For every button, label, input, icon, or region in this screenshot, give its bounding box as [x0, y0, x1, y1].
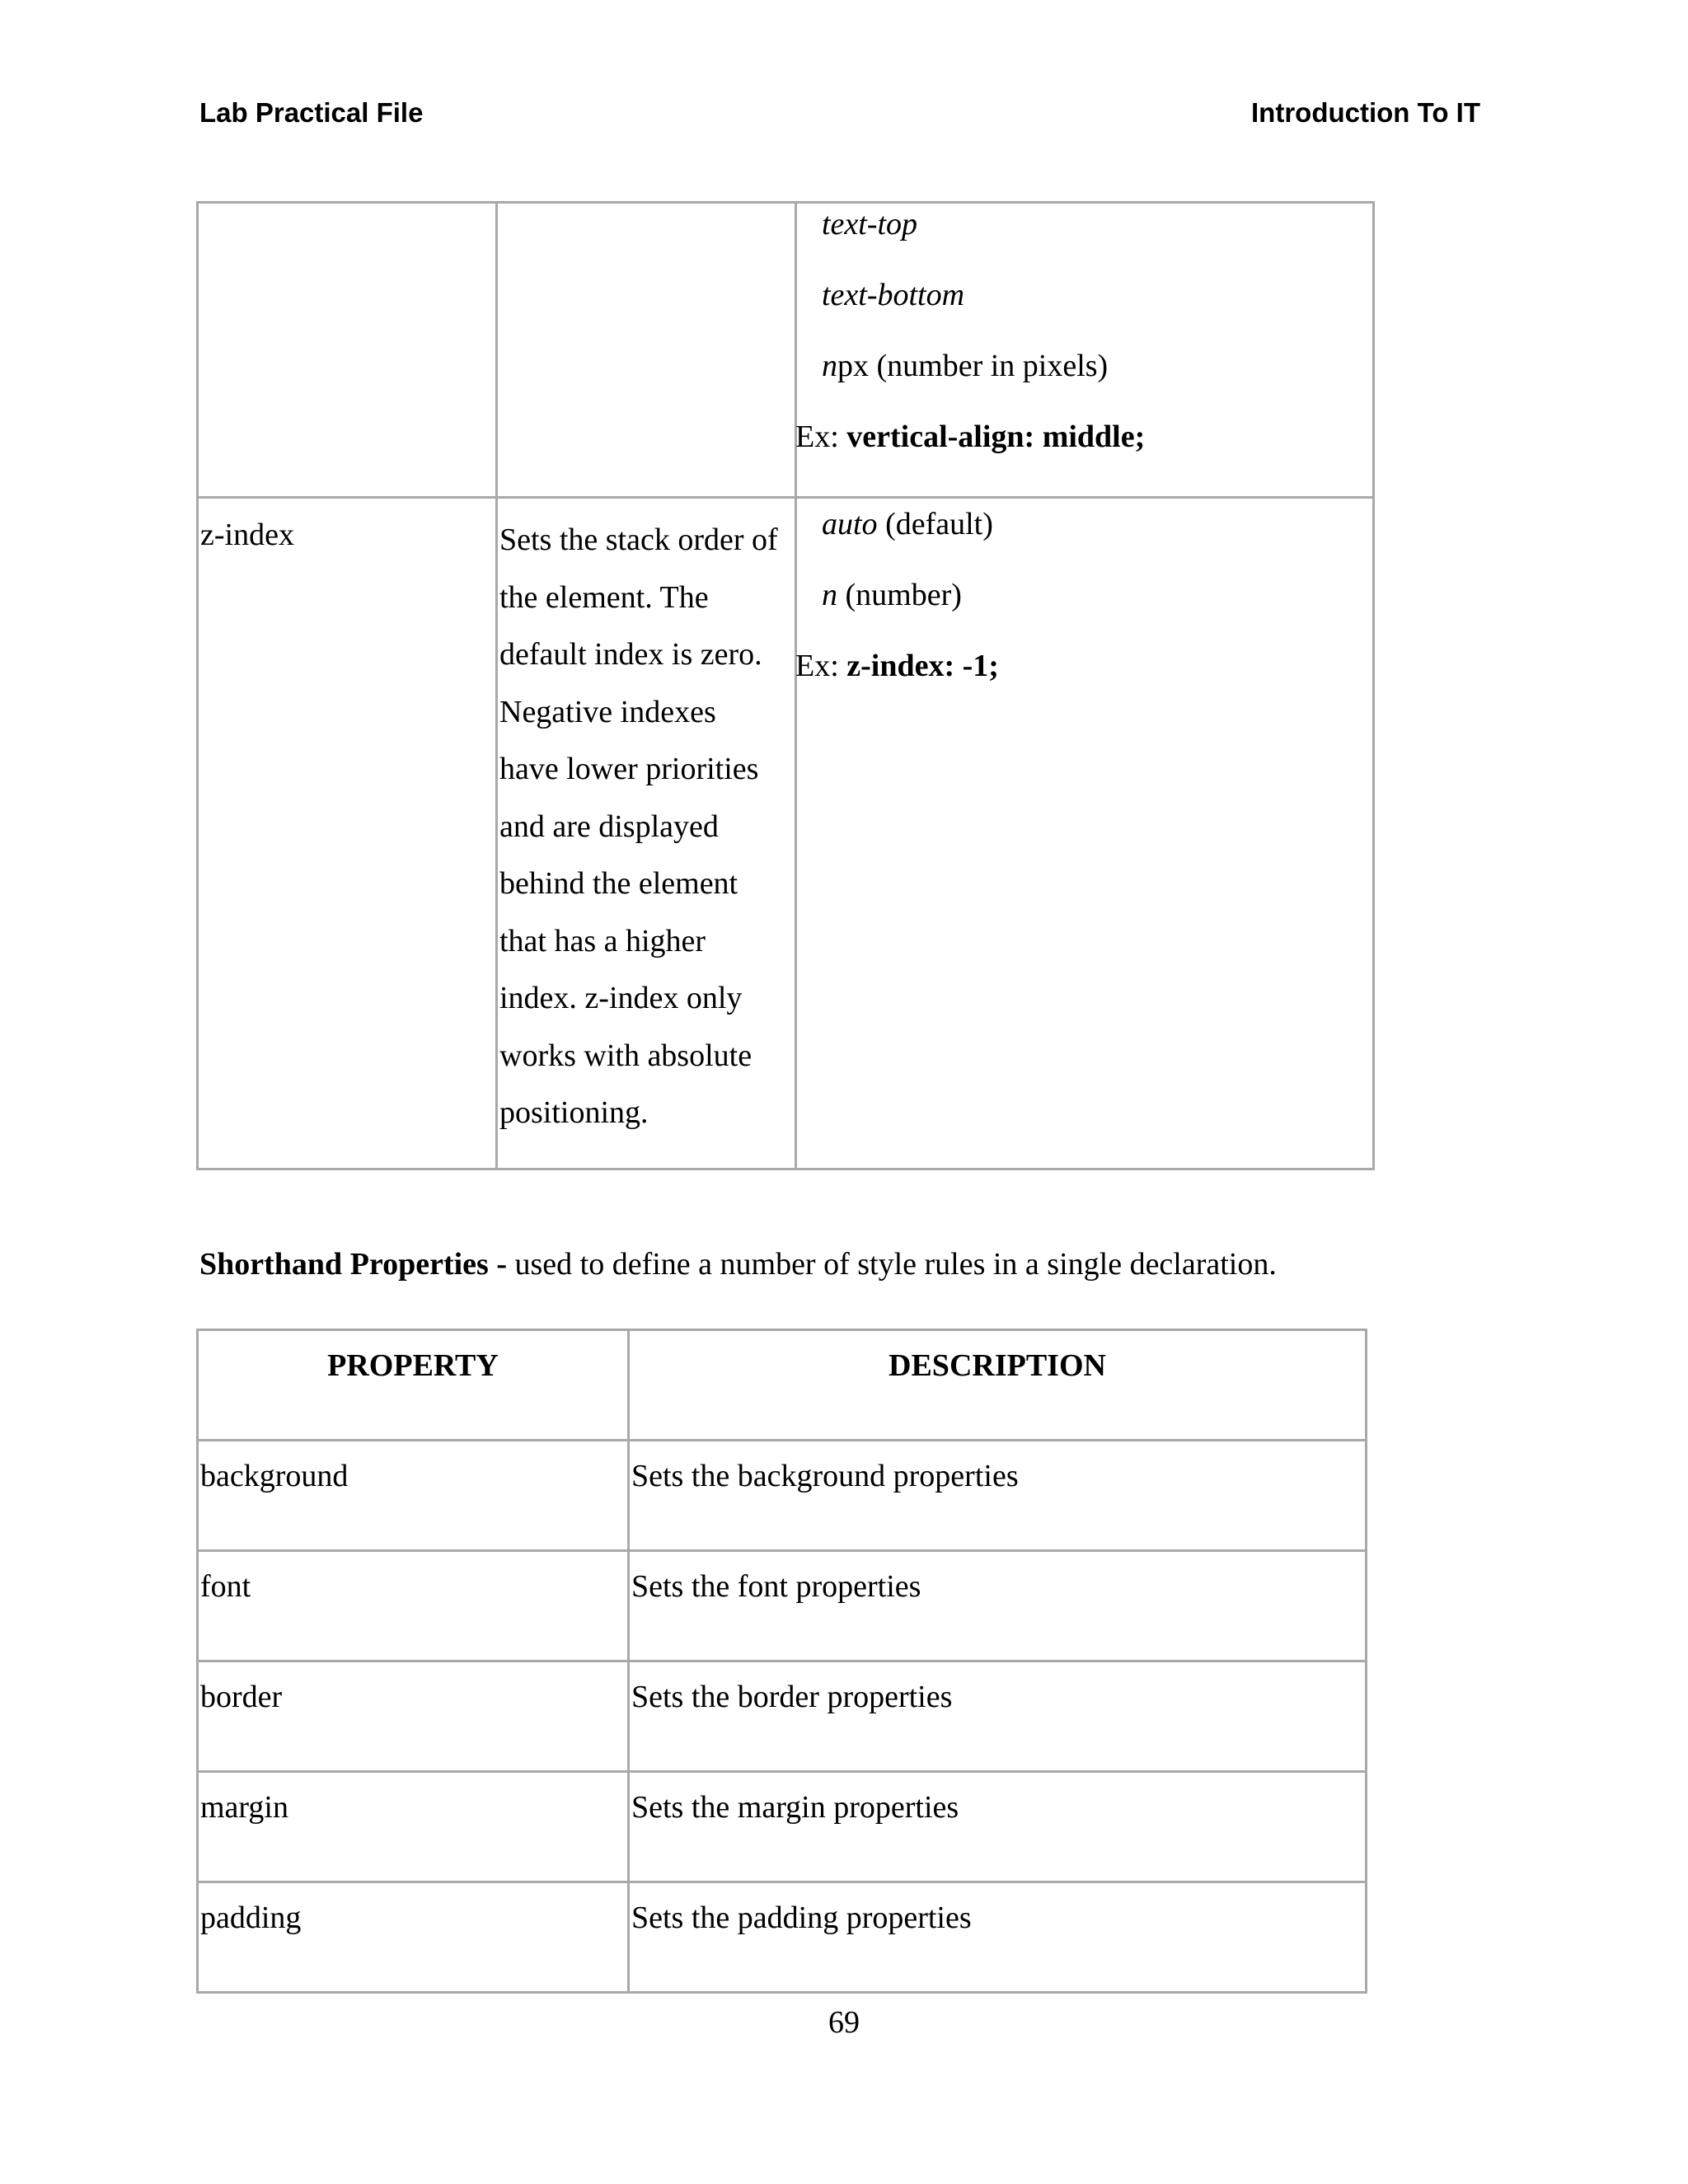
value-item: text-top [822, 207, 918, 241]
page-number: 69 [828, 2005, 860, 2040]
table-row [198, 1441, 1367, 1551]
description-line: works with absolute [499, 1038, 753, 1073]
shorthand-title: Shorthand Properties [199, 1247, 489, 1282]
value-item: auto (default) [822, 507, 993, 541]
example-line: Ex: z-index: -1; [795, 649, 999, 683]
description-cell [497, 203, 796, 498]
values-cell [796, 498, 1374, 1169]
table-row [198, 203, 1374, 498]
property-cell: z-index [198, 498, 497, 1169]
description-line: positioning. [499, 1095, 649, 1130]
table-row [198, 1882, 1367, 1993]
table-row [198, 498, 1374, 1169]
header-right-title: Introduction To IT [1251, 97, 1480, 128]
property-cell: border [198, 1661, 629, 1772]
description-line: behind the element [499, 866, 738, 901]
table-row [198, 1772, 1367, 1882]
example-line: Ex: vertical-align: middle; [795, 419, 1146, 454]
description-line: that has a higher [499, 923, 706, 958]
property-cell: padding [198, 1882, 629, 1993]
css-properties-table [196, 201, 1375, 1170]
table-header-row [198, 1330, 1367, 1441]
values-cell [796, 203, 1374, 498]
description-line: have lower priorities [499, 752, 759, 786]
description-cell: Sets the font properties [629, 1551, 1367, 1661]
description-cell: Sets the margin properties [629, 1772, 1367, 1882]
description-cell: Sets the padding properties [629, 1882, 1367, 1993]
header-left-title: Lab Practical File [199, 97, 424, 128]
description-cell [497, 498, 796, 1169]
property-cell: background [198, 1441, 629, 1551]
value-item: npx (number in pixels) [822, 349, 1109, 383]
column-header-property: PROPERTY [198, 1330, 629, 1441]
description-line: and are displayed [499, 808, 719, 844]
value-item: n (number) [822, 578, 962, 612]
column-header-description: DESCRIPTION [629, 1330, 1367, 1441]
description-line: the element. The [499, 579, 709, 615]
property-cell: margin [198, 1772, 629, 1882]
property-cell [198, 203, 497, 498]
shorthand-text: used to define a number of style rules in a single declaration. [514, 1247, 1277, 1282]
separator: - [488, 1247, 515, 1282]
description-cell: Sets the background properties [629, 1441, 1367, 1551]
shorthand-intro [199, 1246, 1277, 1282]
description-line: index. z-index only [499, 981, 743, 1015]
table-row [198, 1661, 1367, 1772]
description-line: Sets the stack order of [499, 523, 778, 557]
value-item: text-bottom [822, 278, 965, 312]
property-cell: font [198, 1551, 629, 1661]
shorthand-properties-table [196, 1329, 1367, 1994]
description-line: Negative indexes [499, 694, 716, 729]
table-row [198, 1551, 1367, 1661]
description-cell: Sets the border properties [629, 1661, 1367, 1772]
description-line: default index is zero. [499, 637, 762, 672]
